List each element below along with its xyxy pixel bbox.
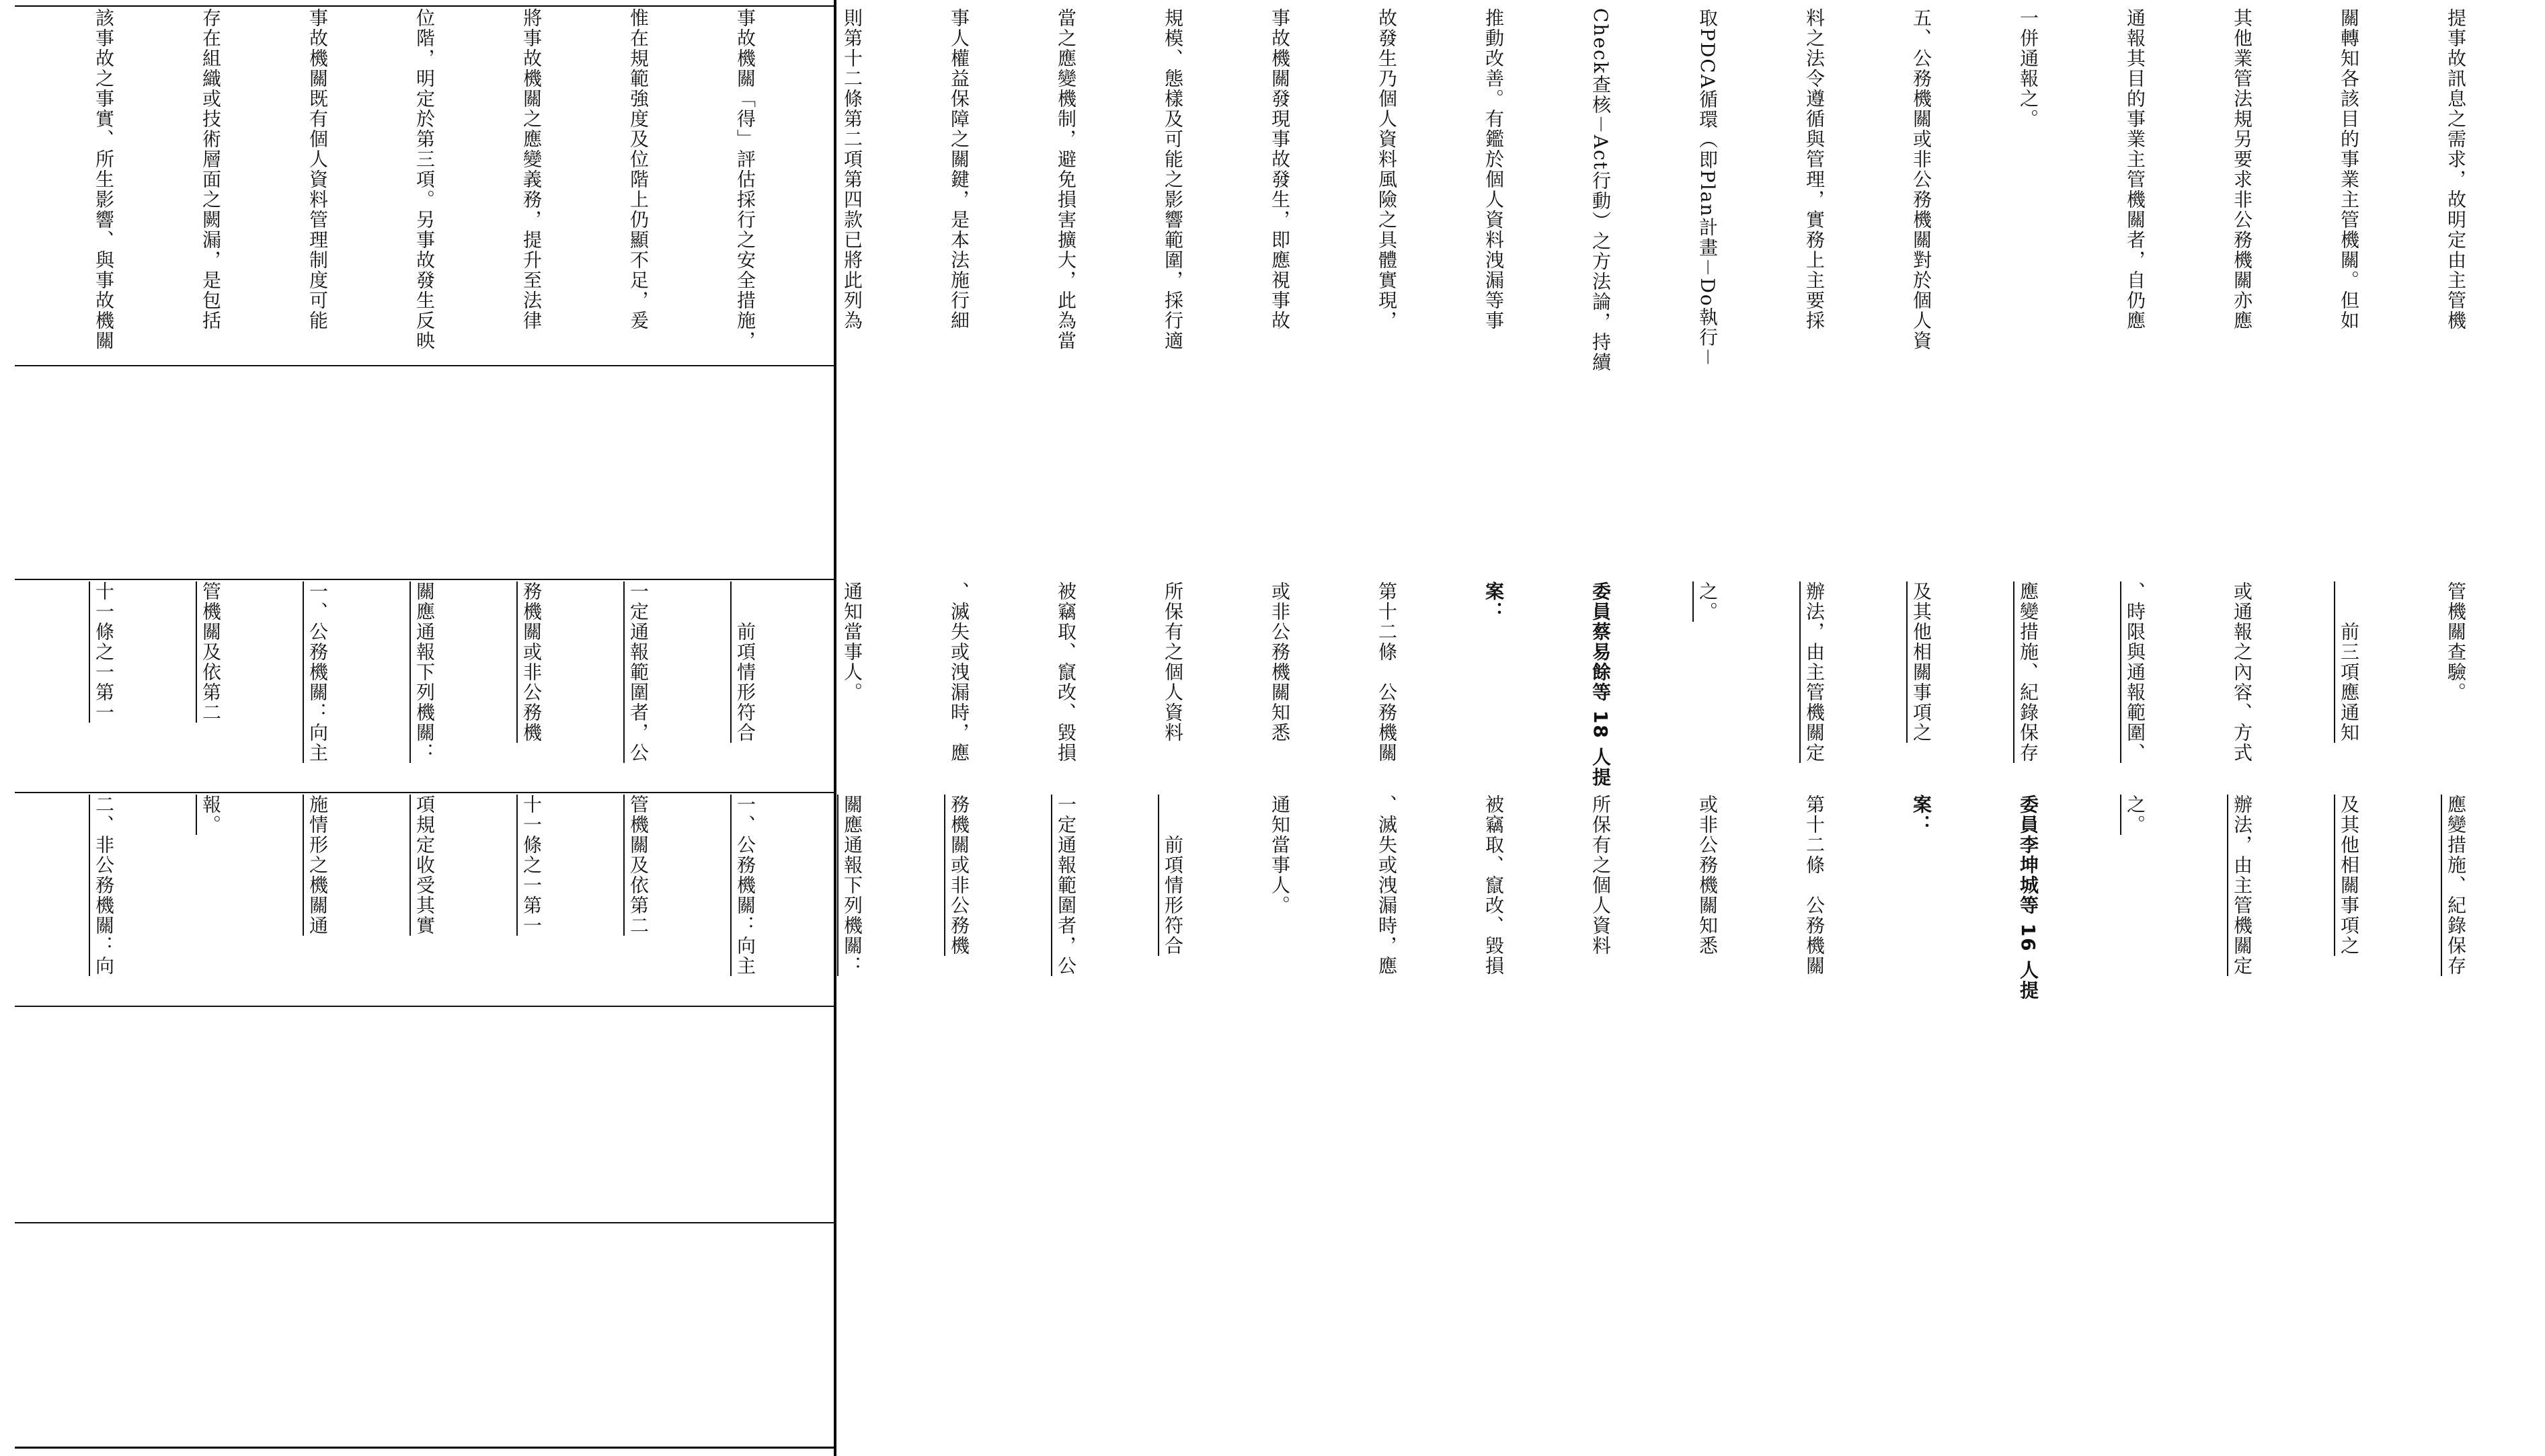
proposal-li-cell xyxy=(15,795,2467,1004)
text-line: 則第十二條第二項第四款已將此列為 xyxy=(841,8,863,331)
text-line: 辦法，由主管機關定 xyxy=(1803,581,1826,763)
text-line: 關應通報下列機關： xyxy=(841,795,863,976)
row-divider-5 xyxy=(15,1222,836,1223)
text-line: 及其他相關事項之 xyxy=(1910,581,1932,743)
text-line: 前三項應通知 xyxy=(2338,581,2360,743)
text-line: 通報其目的事業主管機關者，自仍應 xyxy=(2124,8,2146,331)
text-line: 及其他相關事項之 xyxy=(2338,795,2360,956)
proposer-heading-suffix: 案： xyxy=(1483,581,1505,622)
text-line: 、滅失或洩漏時，應 xyxy=(948,581,970,763)
text-line: 關轉知各該目的事業主管機關。但如 xyxy=(2338,8,2360,331)
text-line: Check查核－Act行動）之方法論，持續 xyxy=(1590,8,1612,372)
proposal-li-text xyxy=(15,795,2545,1004)
text-line: 將事故機關之應變義務，提升至法律 xyxy=(520,8,543,331)
text-line: 或非公務機關知悉 xyxy=(1696,795,1719,956)
text-line: 故發生乃個人資料風險之具體實現， xyxy=(1376,8,1398,331)
text-line: 一、公務機關：向主 xyxy=(734,795,756,976)
text-line: 項規定收受其實 xyxy=(414,795,436,936)
text-line: 施情形之機關通 xyxy=(307,795,329,936)
text-line: 一併通報之。 xyxy=(2017,8,2039,129)
text-line: 前項情形符合 xyxy=(734,581,756,743)
proposal-cai-text xyxy=(15,581,2545,790)
text-line: 應變措施、紀錄保存 xyxy=(2445,795,2467,976)
text-line: 管機關查驗。 xyxy=(2445,581,2467,702)
text-line: 其他業管法規另要求非公務機關亦應 xyxy=(2231,8,2253,331)
text-line: 該事故之事實、所生影響、與事故機關 xyxy=(93,8,115,351)
text-line: 、滅失或洩漏時，應 xyxy=(1376,795,1398,976)
row-divider-3 xyxy=(15,792,836,793)
text-line: 務機關或非公務機 xyxy=(948,795,970,956)
text-line: 十一條之一第一 xyxy=(520,795,543,936)
text-line: 所保有之個人資料 xyxy=(1590,795,1612,956)
text-line: 關應通報下列機關： xyxy=(414,581,436,763)
text-line: 事故機關既有個人資料管理制度可能 xyxy=(307,8,329,331)
text-line: 所保有之個人資料 xyxy=(1162,581,1184,743)
text-line: 第十二條 公務機關 xyxy=(1376,581,1398,763)
proposer-heading: 委員李坤城等 16 人提 xyxy=(2017,795,2039,1001)
text-line: 或通報之內容、方式 xyxy=(2231,581,2253,763)
text-line: 管機關及依第二 xyxy=(200,581,222,723)
proposal-cai-cell xyxy=(15,581,2467,790)
text-line: 一、公務機關：向主 xyxy=(307,581,329,763)
text-line: 提事故訊息之需求，故明定由主管機 xyxy=(2445,8,2467,331)
text-line: 惟在規範強度及位階上仍顯不足，爰 xyxy=(627,8,650,331)
proposer-heading-suffix: 案： xyxy=(1910,795,1932,835)
text-line: 管機關及依第二 xyxy=(627,795,650,936)
explanation-text xyxy=(15,8,2545,372)
text-line: 位階，明定於第三項。另事故發生反映 xyxy=(414,8,436,351)
text-line: 之。 xyxy=(2124,795,2146,835)
text-line: 之。 xyxy=(1696,581,1719,622)
text-line: 事故機關「得」評估採行之安全措施， xyxy=(734,8,756,351)
text-line: 推動改善。有鑑於個人資料洩漏等事 xyxy=(1483,8,1505,331)
text-line: 報。 xyxy=(200,795,222,835)
text-line: 第十二條 公務機關 xyxy=(1803,795,1826,976)
text-line: 二、非公務機關：向 xyxy=(93,795,115,976)
text-line: 被竊取、竄改、毀損 xyxy=(1055,581,1077,763)
text-line: 事人權益保障之關鍵，是本法施行細 xyxy=(948,8,970,331)
text-line: 被竊取、竄改、毀損 xyxy=(1483,795,1505,976)
text-line: 事故機關發現事故發生，即應視事故 xyxy=(1269,8,1291,331)
text-line: 存在組織或技術層面之闕漏，是包括 xyxy=(200,8,222,331)
text-line: 一定通報範圍者，公 xyxy=(1055,795,1077,976)
text-line: 當之應變機制，避免損害擴大，此為當 xyxy=(1055,8,1077,351)
text-line: 或非公務機關知悉 xyxy=(1269,581,1291,743)
table-bottom-border xyxy=(15,1447,836,1449)
row-divider-1 xyxy=(15,365,836,366)
text-line: 應變措施、紀錄保存 xyxy=(2017,581,2039,763)
text-line: 一定通報範圍者，公 xyxy=(627,581,650,763)
text-line: 通知當事人。 xyxy=(1269,795,1291,916)
text-line: 辦法，由主管機關定 xyxy=(2231,795,2253,976)
row-divider-4 xyxy=(15,1006,836,1007)
table-top-rule xyxy=(15,5,836,7)
text-line: 取PDCA循環（即Plan計畫－Do執行－ xyxy=(1696,8,1719,368)
text-line: 前項情形符合 xyxy=(1162,795,1184,956)
proposer-heading: 委員蔡易餘等 18 人提 xyxy=(1590,581,1612,788)
explanation-cell xyxy=(15,8,2467,372)
text-line: 通知當事人。 xyxy=(841,581,863,702)
text-line: 、時限與通報範圍、 xyxy=(2124,581,2146,763)
text-line: 規模、態樣及可能之影響範圍，採行適 xyxy=(1162,8,1184,351)
text-line: 務機關或非公務機 xyxy=(520,581,543,743)
text-line: 五、公務機關或非公務機關對於個人資 xyxy=(1910,8,1932,351)
row-divider-2 xyxy=(15,579,836,580)
text-line: 料之法令遵循與管理，實務上主要採 xyxy=(1803,8,1826,331)
text-line: 十一條之一第一 xyxy=(93,581,115,723)
